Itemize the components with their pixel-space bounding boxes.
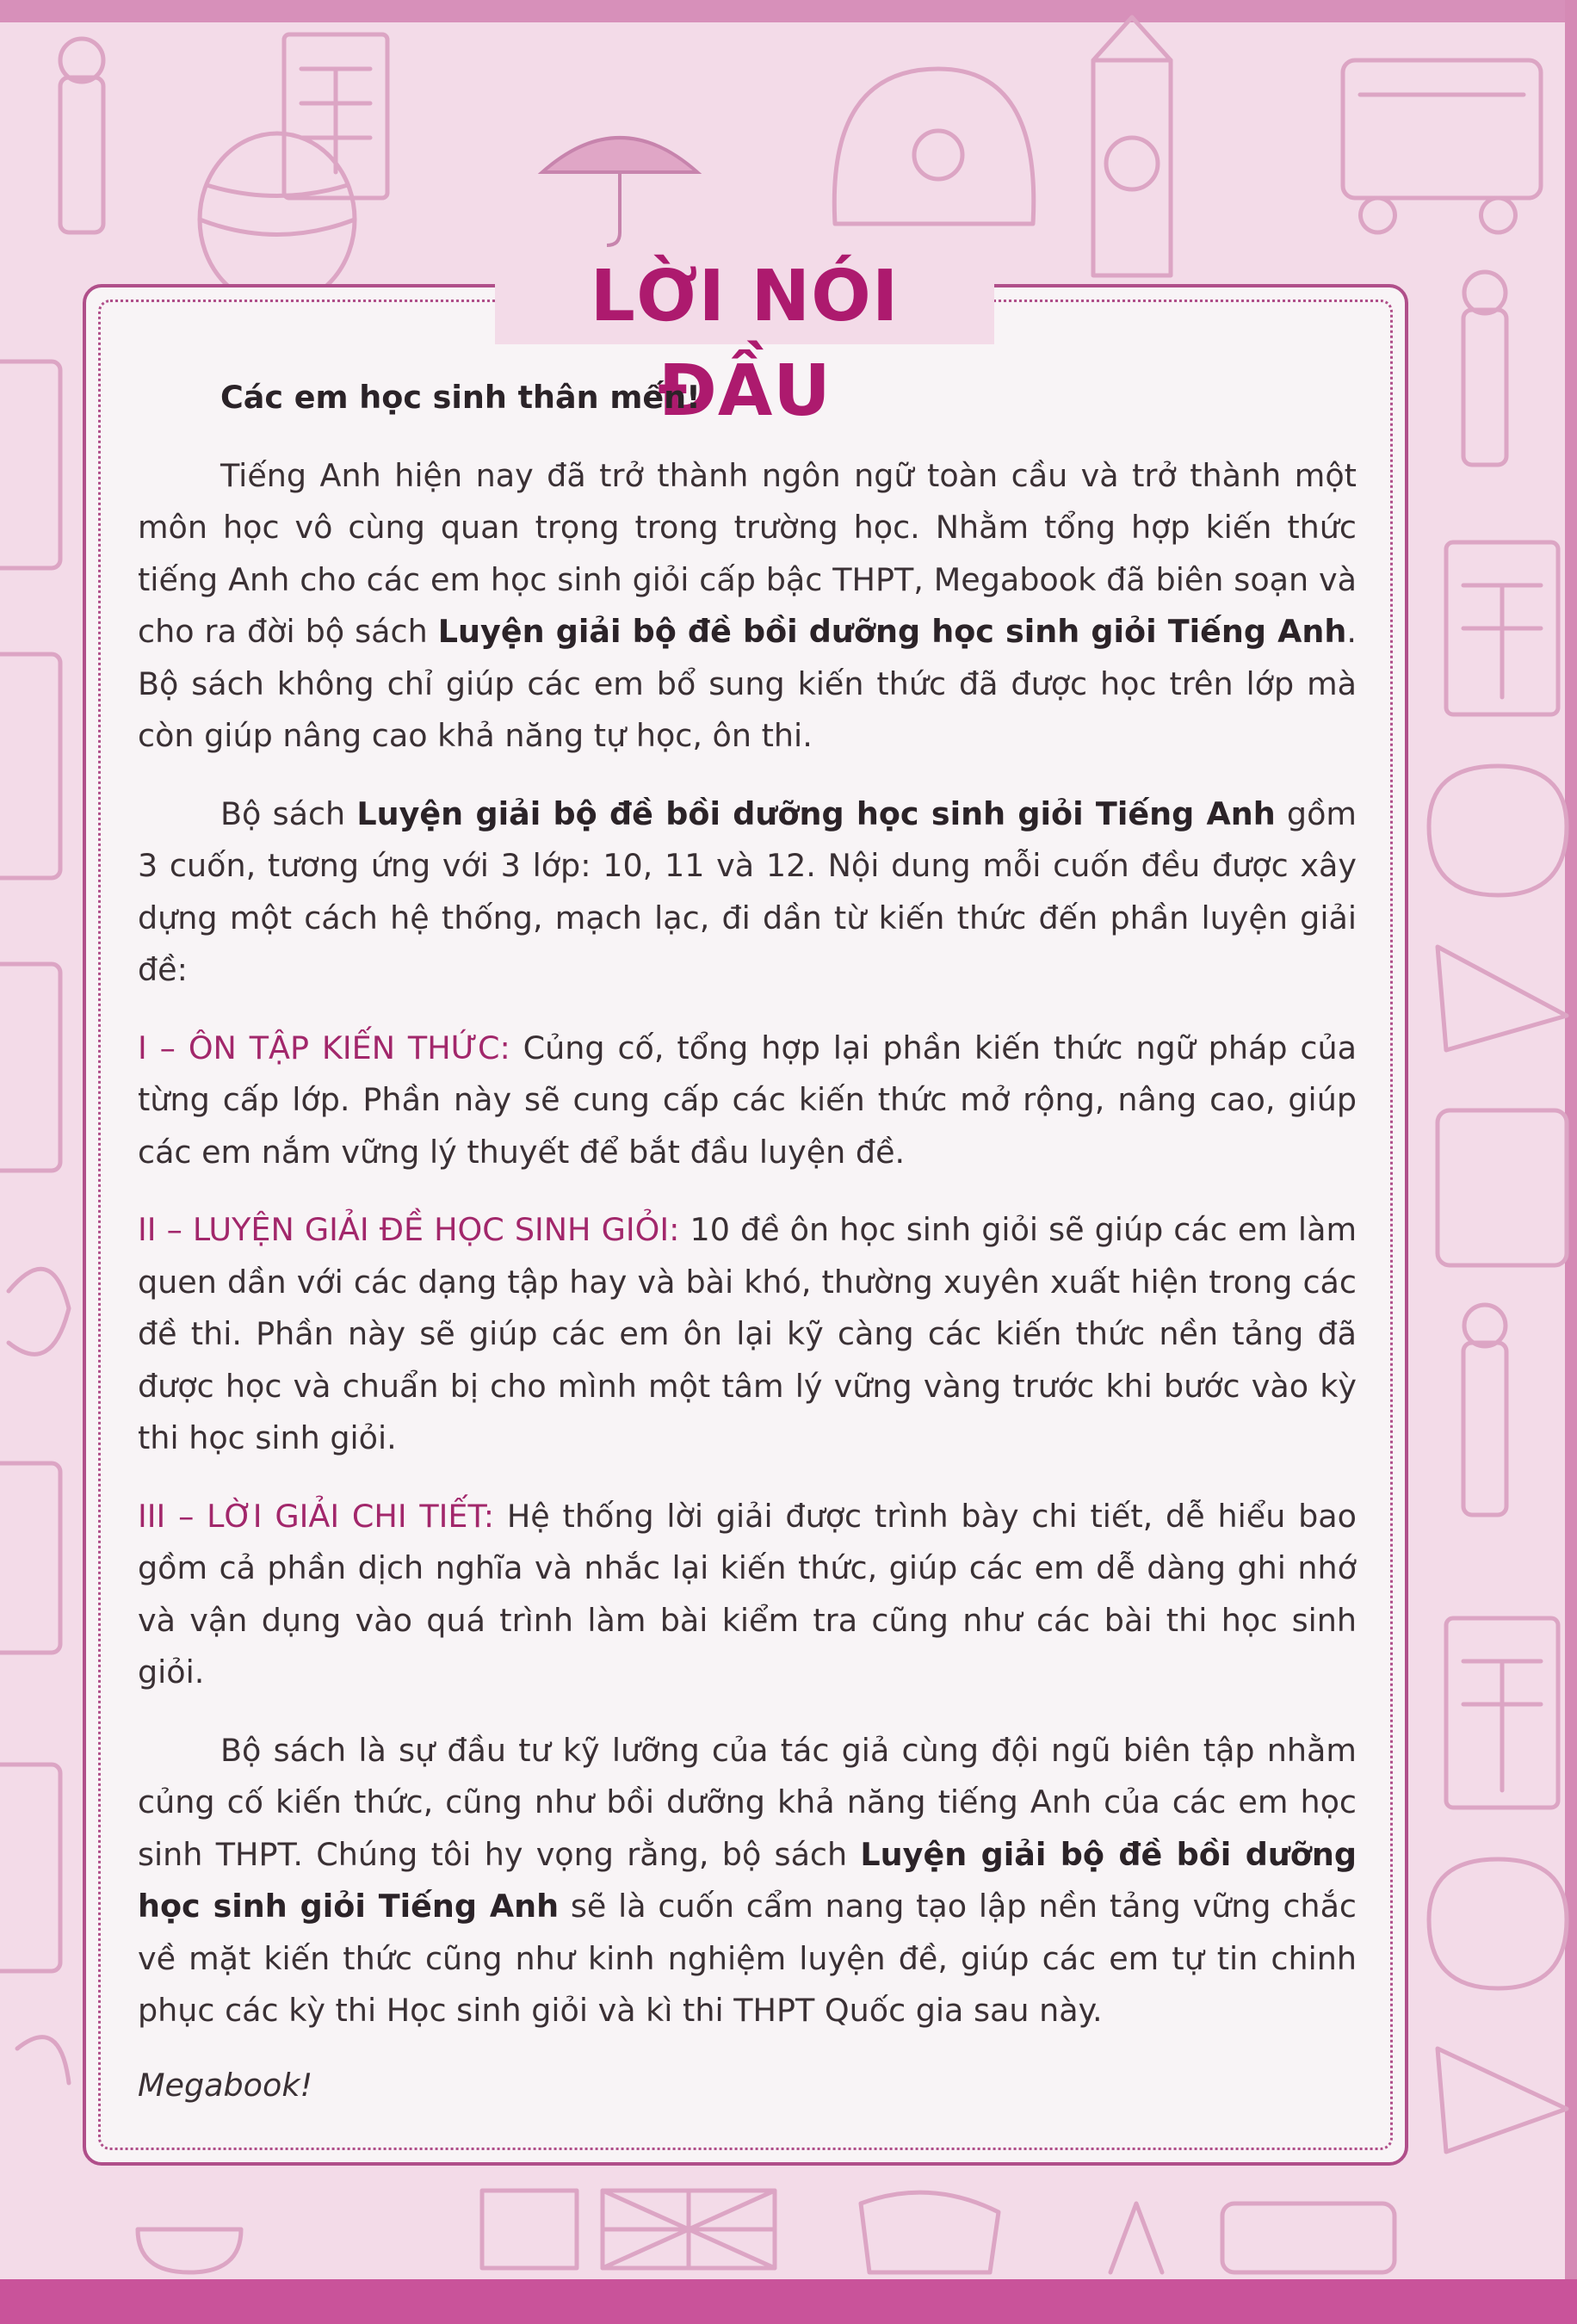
police-helmet-icon: [834, 69, 1033, 224]
closing-paragraph: [138, 1725, 1357, 2037]
intro-text-end: . Bộ sách không chỉ giúp các em bổ sung kiến thức đã được học trên lớp mà còn giúp nâng cao khả năng tự học, ôn thi.: [138, 613, 1357, 754]
intro-text-start: Tiếng Anh hiện nay đã trở thành ngôn ngữ toàn cầu và trở thành một môn học vô cùng quan trọng trong trường học. Nhằm tổng hợp kiến thức tiếng Anh cho các em học sinh giỏi cấp bậc THPT, Megabook đã biên soạn và cho ra đời bộ sách: [138, 456, 1357, 650]
book-title-emphasis: Luyện giải bộ đề bồi dưỡng học sinh giỏi Tiếng Anh: [437, 613, 1347, 650]
structure-paragraph: [138, 788, 1357, 997]
closing-text-start: Bộ sách là sự đầu tư kỹ lưỡng của tác giả cùng đội ngũ biên tập nhằm củng cố kiến thức, cũng như bồi dưỡng khả năng tiếng Anh của các em học sinh THPT. Chúng tôi hy vọng rằng, bộ sách: [138, 1731, 1357, 1873]
section-heading: III – LỜI GIẢI CHI TIẾT:: [138, 1497, 495, 1535]
guard-figure-icon: [60, 39, 103, 232]
structure-text-end: gồm 3 cuốn, tương ứng với 3 lớp: 10, 11 và 12. Nội dung mỗi cuốn đều được xây dựng một cách hệ thống, mạch lạc, đi dần từ kiến thức đến phần luyện giải đề:: [138, 794, 1357, 988]
book-title-emphasis: Luyện giải bộ đề bồi dưỡng học sinh giỏi Tiếng Anh: [138, 1835, 1357, 1925]
hot-air-balloon-icon: [200, 133, 355, 306]
bottom-row-doodles: [138, 2191, 1395, 2272]
section-paragraph: [138, 1491, 1357, 1699]
structure-text-start: Bộ sách: [220, 794, 357, 832]
greeting-paragraph: [138, 372, 1357, 424]
section-paragraph: [138, 1023, 1357, 1179]
intro-paragraph: [138, 450, 1357, 763]
section-paragraph: [138, 1204, 1357, 1465]
bottom-color-band: [0, 2279, 1577, 2324]
big-ben-icon: [1093, 17, 1171, 275]
section-text: 10 đề ôn học sinh giỏi sẽ giúp các em làm quen dần với các dạng tập hay và bài khó, thường xuyên xuất hiện trong các đề thi. Phần này sẽ giúp các em ôn lại kỹ càng các kiến thức nền tảng đã được học và chuẩn bị cho mình một tâm lý vững vàng trước khi bước vào kỳ thi học sinh giỏi.: [138, 1211, 1357, 1456]
section-text: Củng cố, tổng hợp lại phần kiến thức ngữ pháp của từng cấp lớp. Phần này sẽ cung cấp các kiến thức mở rộng, nâng cao, giúp các em nắm vững lý thuyết để bắt đầu luyện đề.: [138, 1029, 1357, 1171]
preface-body: [138, 372, 1357, 2137]
title-banner: [495, 250, 994, 432]
section-heading: I – ÔN TẬP KIẾN THỨC:: [138, 1029, 510, 1066]
book-title-emphasis: Luyện giải bộ đề bồi dưỡng học sinh giỏi Tiếng Anh: [356, 794, 1276, 832]
telephone-box-icon: [284, 34, 387, 198]
signature: Megabook!: [138, 2066, 313, 2104]
section-heading: II – LUYỆN GIẢI ĐỀ HỌC SINH GIỎI:: [138, 1211, 680, 1248]
right-column-doodles: [1429, 272, 1567, 2152]
left-column-doodles: [0, 362, 69, 2083]
closing-text-end: sẽ là cuốn cẩm nang tạo lập nền tảng vững chắc về mặt kiến thức cũng như kinh nghiệm luyện đề, giúp các em tự tin chinh phục các kỳ thi Học sinh giỏi và kì thi THPT Quốc gia sau này.: [138, 1888, 1357, 2029]
greeting: Các em học sinh thân mến!: [220, 379, 701, 416]
page-title: LỜI NÓI ĐẦU: [590, 256, 900, 432]
umbrella-icon: [542, 138, 697, 245]
bus-icon: [1343, 60, 1541, 232]
section-text: Hệ thống lời giải được trình bày chi tiết, dễ hiểu bao gồm cả phần dịch nghĩa và nhắc lại kiến thức, giúp các em dễ dàng ghi nhớ và vận dụng vào quá trình làm bài kiểm tra cũng như các bài thi học sinh giỏi.: [138, 1497, 1357, 1690]
